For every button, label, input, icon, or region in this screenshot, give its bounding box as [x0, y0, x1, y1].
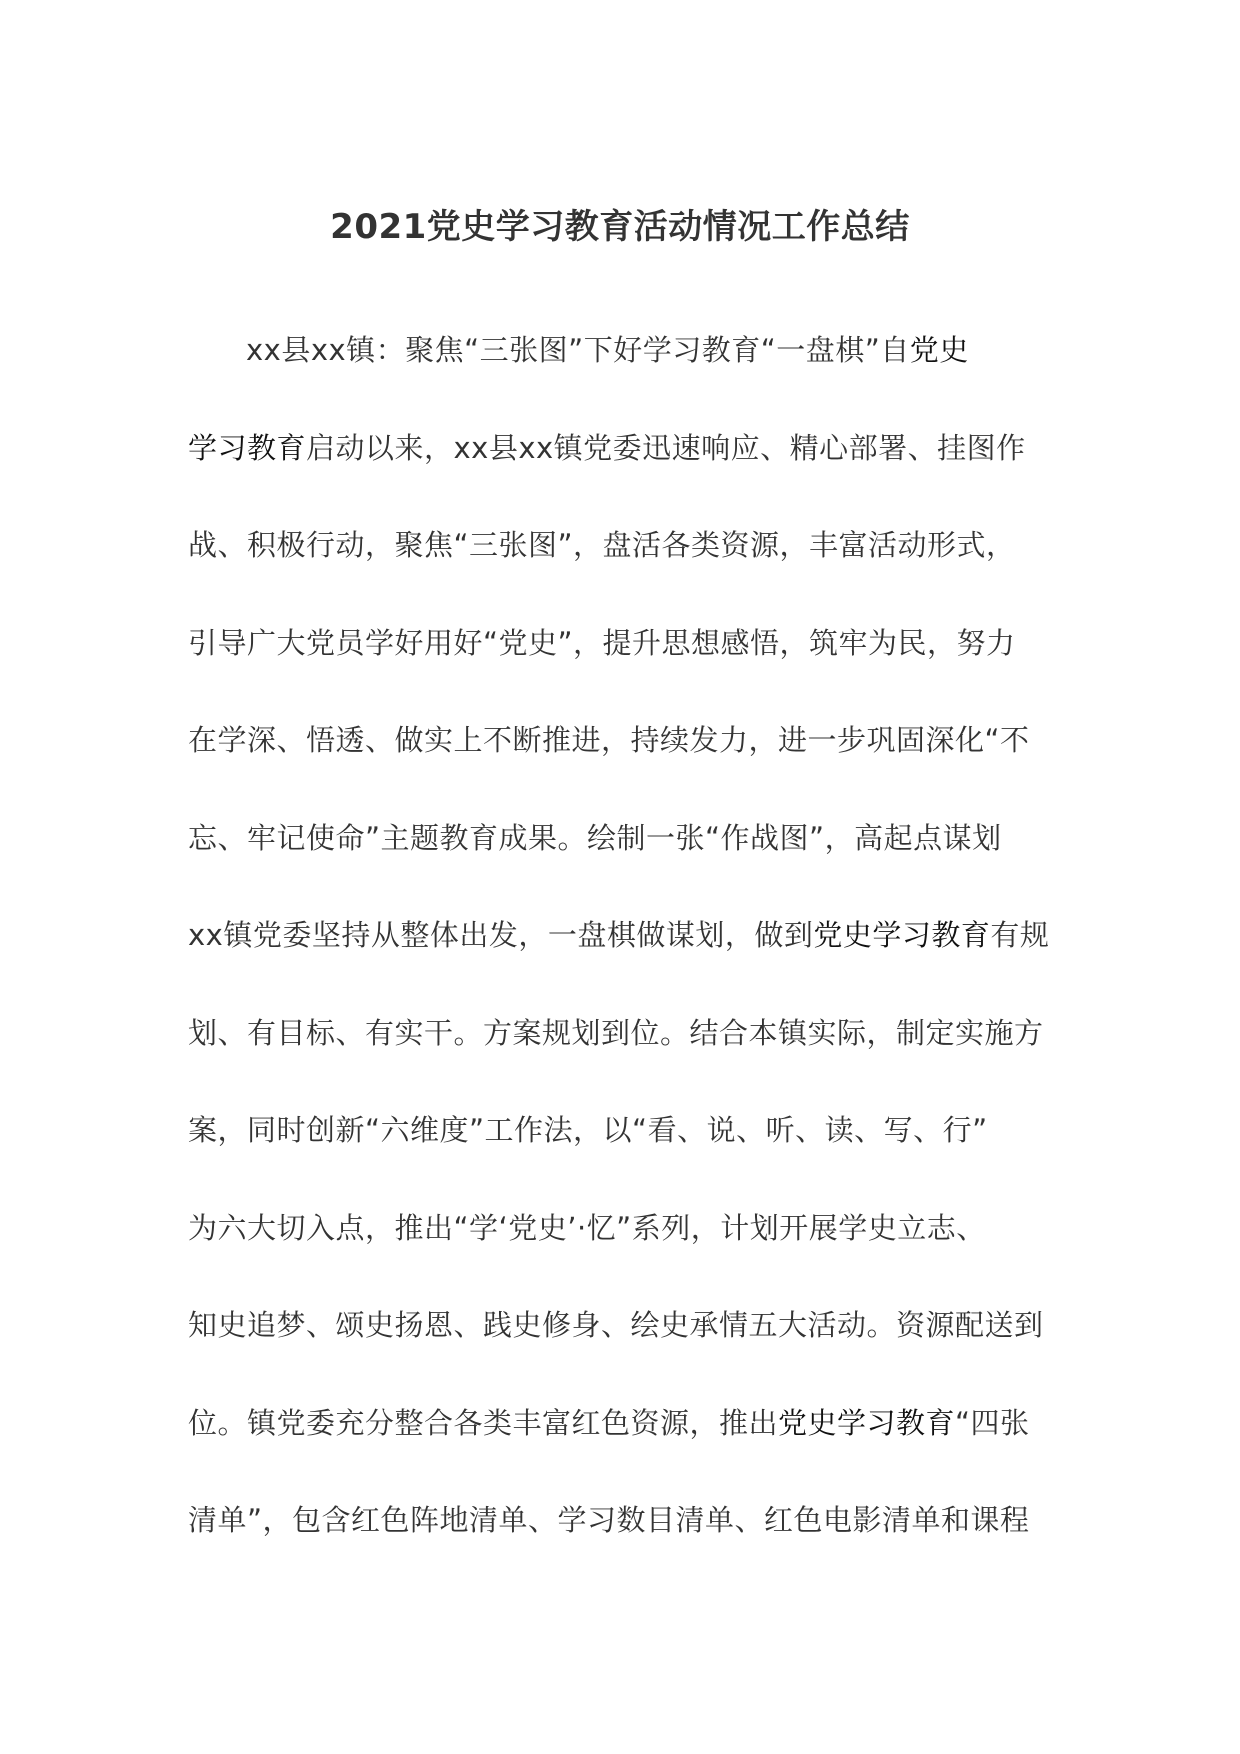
text-span: 战、积极行动，聚焦“三张图”，盘活各类资源，丰富活动形式， — [188, 528, 1016, 562]
keyword-span: 党史学习教育 — [778, 1405, 956, 1440]
body-line — [188, 1496, 1068, 1594]
text-span: 引导广大党员学好用好“党史”，提升思想感悟，筑牢为民，努力 — [188, 625, 1016, 660]
body-line — [188, 521, 1068, 619]
body-line — [188, 1204, 1068, 1302]
text-span: xx县xx镇：聚焦“三张图”下好学习教育“一盘棋”自 — [246, 333, 910, 367]
text-span: “四张 — [955, 1405, 1030, 1440]
text-span: 在学深、悟透、做实上不断推进，持续发力，进一步巩固深化“不 — [188, 723, 1030, 757]
text-span: 为六大切入点，推出“学‘党史’·忆”系列，计划开展学史立志、 — [188, 1210, 986, 1245]
keyword-span: 学习教育 — [188, 430, 307, 465]
body-line — [188, 1301, 1068, 1399]
body-line — [188, 1009, 1068, 1107]
text-span: 划、有目标、有实干。方案规划到位。结合本镇实际，制定实施方 — [188, 1015, 1044, 1050]
text-span: 案，同时创新“六维度”工作法，以“看、说、听、读、写、行” — [188, 1113, 988, 1147]
text-span: 知史追梦、颂史扬恩、践史修身、绘史承情五大活动。资源配送到 — [188, 1308, 1044, 1342]
text-span: 忘、牢记使命”主题教育成果。绘制一张“作战图”，高起点谋划 — [188, 820, 1002, 855]
body-line — [188, 1106, 1068, 1204]
body-line — [188, 326, 1068, 424]
body-line — [188, 619, 1068, 717]
body-line — [188, 911, 1068, 1009]
text-span: 位。镇党委充分整合各类丰富红色资源，推出 — [188, 1405, 779, 1440]
text-span: 有规 — [990, 918, 1050, 952]
text-span: xx镇党委坚持从整体出发，一盘棋做谋划，做到 — [188, 918, 814, 952]
keyword-span: 党史学习教育 — [813, 918, 991, 952]
body-line — [188, 814, 1068, 912]
text-span: 启动以来，xx县xx镇党委迅速响应、精心部署、挂图作 — [306, 430, 1026, 465]
text-span: 清单”，包含红色阵地清单、学习数目清单、红色电影清单和课程 — [188, 1503, 1030, 1537]
body-line — [188, 716, 1068, 814]
body-line — [188, 424, 1068, 522]
body-line — [188, 1399, 1068, 1497]
document-title: 2021党史学习教育活动情况工作总结 — [330, 207, 910, 247]
keyword-span: 党史 — [909, 333, 969, 367]
document-body — [188, 326, 1068, 1594]
